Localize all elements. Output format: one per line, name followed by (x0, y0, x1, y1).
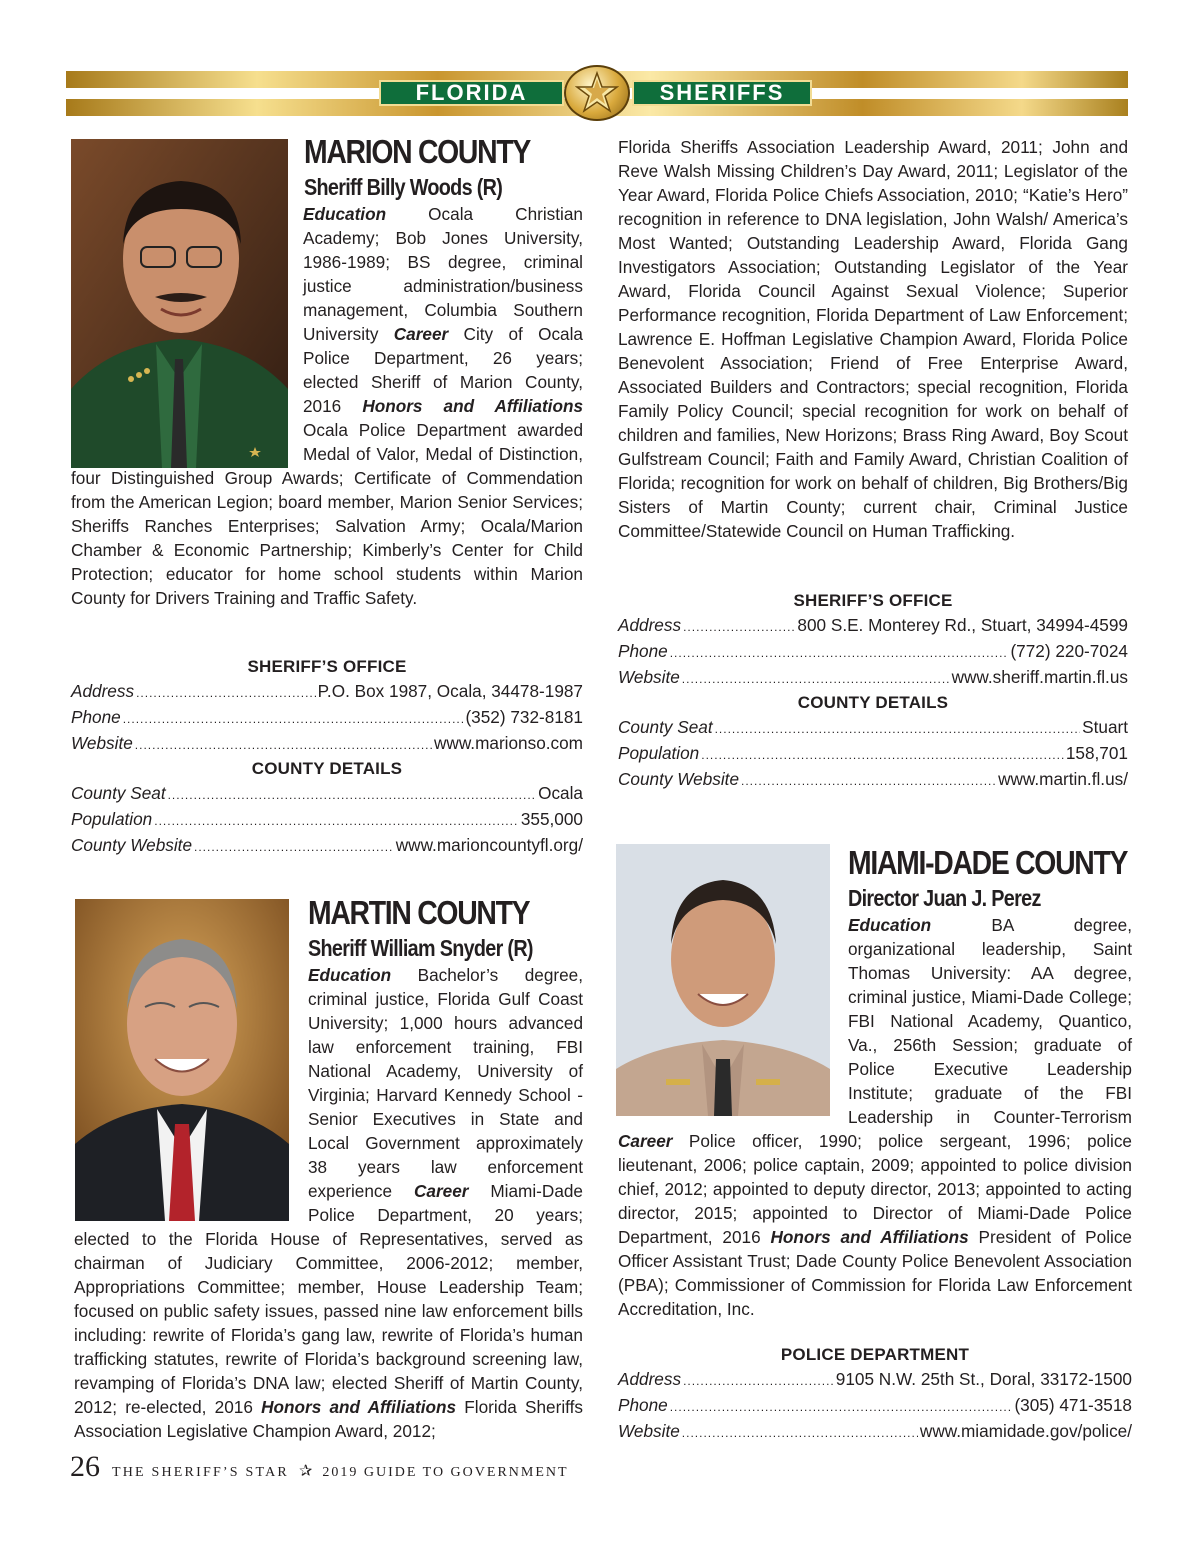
martin-bio (74, 963, 583, 1443)
miami-phone-row (618, 1393, 1132, 1419)
marion-county-website-row (71, 833, 583, 859)
banner (66, 68, 1128, 118)
miami-education-text: BA degree, organizational leadership, Saint Thomas University: AA degree, criminal justice, Miami-Dade College; FBI National Academy, Quantico, Va., 256th Session; graduate of Police Executive Leadership Institute; graduate of the FBI Leadership in Counter-Terrorism (848, 915, 1132, 1127)
martin-honors-label: Honors and Affiliations (261, 1397, 457, 1417)
miami-phone: (305) 471-3518 (1014, 1395, 1132, 1415)
martin-sheriff-office (618, 589, 1128, 793)
miami-director-name: Director Juan J. Perez (848, 885, 1041, 911)
marion-website-link[interactable]: www.marionso.com (434, 733, 583, 753)
martin-phone: (772) 220-7024 (1010, 641, 1128, 661)
guide-title: 2019 GUIDE TO GOVERNMENT (322, 1465, 569, 1480)
martin-sheriff-name: Sheriff William Snyder (R) (308, 935, 533, 961)
marion-sheriff-name: Sheriff Billy Woods (R) (304, 174, 503, 200)
martin-address: 800 S.E. Monterey Rd., Stuart, 34994-4599 (797, 615, 1128, 635)
miami-police-department (618, 1343, 1132, 1445)
miami-honors-text: President of Police Officer Assistant Trust; Dade County Police Benevolent Association (PBA); Commissioner of Commission for Florida Law Enforcement Accreditation, Inc. (618, 1227, 1132, 1319)
marion-career-text: City of Ocala Police Department, 26 years; elected Sheriff of Marion County, 2016 (303, 324, 583, 416)
marion-county-details-heading: COUNTY DETAILS (251, 759, 403, 778)
marion-population-row (71, 807, 583, 833)
banner-sheriffs-label: SHERIFFS (632, 80, 812, 106)
banner-florida-label: FLORIDA (379, 80, 564, 106)
miami-website-link[interactable]: www.miamidade.gov/police/ (919, 1421, 1132, 1441)
footer-star-icon: ✰ (298, 1463, 313, 1480)
marion-population: 355,000 (520, 809, 583, 829)
marion-honors-text: Ocala Police Department awarded Medal of Valor, Medal of Distinction, four Distinguished Group Awards; Certificate of Commendation from the American Legion; board member, Marion Senior Services; Sheriffs Ranches Enterprises; Salvation Army; Ocala/Marion Chamber & Economic Partnership; Kimberly’s Center for Child Protection; educator for home school students within Marion County for Drivers Training and Traffic Safety. (71, 420, 583, 608)
marion-phone: (352) 732-8181 (465, 707, 583, 727)
marion-phone-row (71, 705, 583, 731)
martin-county-seat: Stuart (1082, 717, 1128, 737)
marion-education-label: Education (303, 204, 387, 224)
miami-address: 9105 N.W. 25th St., Doral, 33172-1500 (835, 1369, 1132, 1389)
marion-education-text: Ocala Christian Academy; Bob Jones University, 1986-1989; BS degree, criminal justice administration/business management, Columbia Southern University (303, 204, 583, 344)
miami-address-row (618, 1367, 1132, 1393)
phone-label: Phone (71, 707, 121, 727)
page-number: 26 (70, 1450, 100, 1483)
population-label: Population (618, 743, 700, 763)
martin-office-heading: SHERIFF’S OFFICE (793, 591, 953, 610)
martin-website-row (618, 665, 1128, 691)
martin-bio-continued (618, 135, 1128, 543)
marion-sheriff-office (71, 655, 583, 859)
martin-county-details-heading: COUNTY DETAILS (797, 693, 949, 712)
address-label: Address (618, 615, 682, 635)
martin-career-label: Career (413, 1181, 469, 1201)
miami-county-title: MIAMI-DADE COUNTY (848, 844, 1128, 881)
website-label: Website (71, 733, 133, 753)
martin-address-row (618, 613, 1128, 639)
population-label: Population (71, 809, 153, 829)
marion-county-title: MARION COUNTY (304, 133, 531, 170)
miami-education-label: Education (848, 915, 932, 935)
marion-office-heading: SHERIFF’S OFFICE (247, 657, 407, 676)
martin-education-label: Education (308, 965, 392, 985)
martin-career-text: Miami-Dade Police Department, 20 years; elected to the Florida House of Representatives, served as chairman of Judiciary Committee, 2006-2012; member, Appropriations Committee; member, House Leadership Team; focused on public safety issues, passed nine law enforcement bills including: rewrite of Florida’s gang law, rewrite of Florida’s human trafficking statutes, rewrite of Florida’s background screening law, revamping of Florida’s DNA law; elected Sheriff of Martin County, 2012; re-elected, 2016 (74, 1181, 583, 1417)
martin-website-link[interactable]: www.sheriff.martin.fl.us (951, 667, 1128, 687)
martin-county-title: MARTIN COUNTY (308, 894, 530, 931)
marion-honors-label: Honors and Affiliations (362, 396, 583, 416)
miami-office-heading: POLICE DEPARTMENT (780, 1345, 970, 1364)
martin-education-text: Bachelor’s degree, criminal justice, Florida Gulf Coast University; 1,000 hours advanced law enforcement training, FBI National Academy, University of Virginia; Harvard Kennedy School -Senior Executives in State and Local Government approximately 38 years law enforcement experience (308, 965, 583, 1201)
publication-title: THE SHERIFF’S STAR (112, 1465, 289, 1480)
county-website-label: County Website (618, 769, 740, 789)
county-seat-label: County Seat (618, 717, 713, 737)
miami-bio (618, 913, 1132, 1321)
page-footer (70, 1450, 569, 1484)
marion-county-website-link[interactable]: www.marioncountyfl.org/ (395, 835, 583, 855)
martin-population: 158,701 (1065, 743, 1128, 763)
website-label: Website (618, 1421, 680, 1441)
martin-seat-row (618, 715, 1128, 741)
martin-population-row (618, 741, 1128, 767)
phone-label: Phone (618, 1395, 668, 1415)
website-label: Website (618, 667, 680, 687)
address-label: Address (618, 1369, 682, 1389)
miami-honors-label: Honors and Affiliations (770, 1227, 969, 1247)
sheriff-star-icon (564, 65, 630, 121)
martin-phone-row (618, 639, 1128, 665)
martin-honors-text-a: Florida Sheriffs Association Legislative Champion Award, 2012; (74, 1397, 583, 1441)
phone-label: Phone (618, 641, 668, 661)
miami-career-label: Career (618, 1131, 673, 1151)
martin-honors-text-b: Florida Sheriffs Association Leadership Award, 2011; John and Reve Walsh Missing Children’s Day Award, 2011; Legislator of the Year Award, Florida Police Chiefs Association, 2010; “Katie’s Hero” recognition in reference to DNA legislation, John Walsh/ America’s Most Wanted; Outstanding Leadership Award, Florida Gang Investigators Association; Outstanding Legislator of the Year Award, Florida Council Against Sexual Violence; Superior Performance recognition, Florida Department of Law Enforcement; Lawrence E. Hoffman Legislative Champion Award, Florida Police Benevolent Association; Friend of Free Enterprise Award, Associated Builders and Contractors; special recognition, Florida Family Policy Council; special recognition for work on behalf of children and families, New Horizons; Brass Ring Award, Boy Scout Gulfstream Council; Faith and Family Award, Christian Coalition of Florida; recognition for work on behalf of children, Big Brothers/Big Sisters of Martin County; current chair, Criminal Justice Committee/Statewide Council on Human Trafficking. (618, 137, 1128, 541)
county-seat-label: County Seat (71, 783, 166, 803)
marion-bio (71, 202, 583, 610)
marion-seat-row (71, 781, 583, 807)
marion-address-row (71, 679, 583, 705)
marion-website-row (71, 731, 583, 757)
marion-address: P.O. Box 1987, Ocala, 34478-1987 (317, 681, 583, 701)
martin-county-website-link[interactable]: www.martin.fl.us/ (998, 769, 1128, 789)
martin-county-website-row (618, 767, 1128, 793)
address-label: Address (71, 681, 135, 701)
miami-website-row (618, 1419, 1132, 1445)
county-website-label: County Website (71, 835, 193, 855)
marion-career-label: Career (393, 324, 449, 344)
miami-career-text: Police officer, 1990; police sergeant, 1996; police lieutenant, 2006; police captain, 2009; appointed to police division chief, 2012; appointed to deputy director, 2013; appointed to acting director, 2015; appointed to Director of Miami-Dade Police Department, 2016 (618, 1131, 1132, 1247)
marion-county-seat: Ocala (538, 783, 583, 803)
